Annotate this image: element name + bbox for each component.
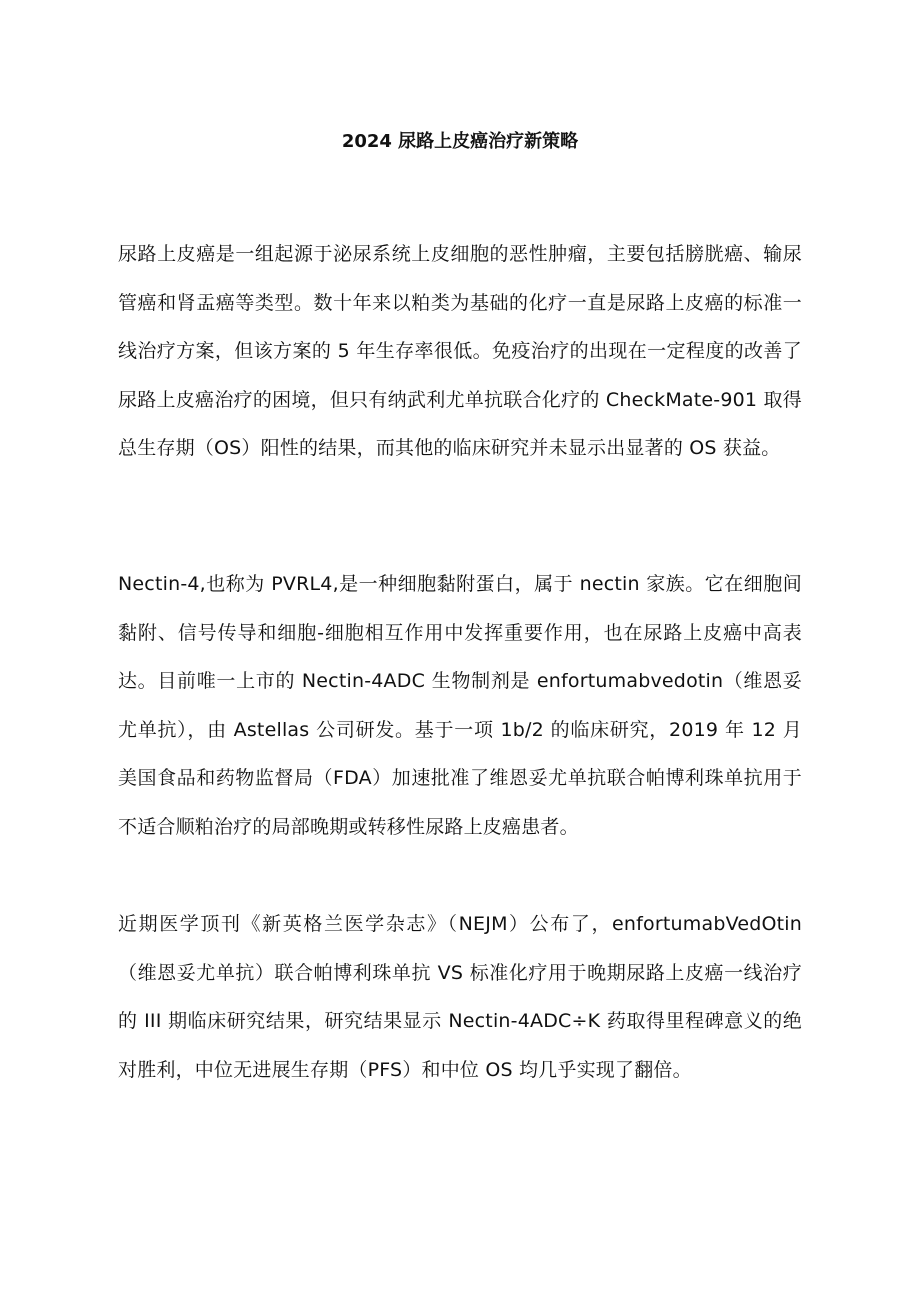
paragraph-nectin4: Nectin-4,也称为 PVRL4,是一种细胞黏附蛋白，属于 nectin 家族。它在细胞间黏附、信号传导和细胞-细胞相互作用中发挥重要作用，也在尿路上皮癌中高表达。目前唯一上市的 Nectin-4ADC 生物制剂是 enfortumabvedotin（维恩妥尤单抗），由 Astellas 公司研发。基于一项 1b∕2 的临床研究，2019 年 12 月美国食品和药物监督局（FDA）加速批准了维恩妥尤单抗联合帕博利珠单抗用于不适合顺粕治疗的局部晚期或转移性尿路上皮癌患者。 [118,573,802,838]
paragraph-intro: 尿路上皮癌是一组起源于泌尿系统上皮细胞的恶性肿瘤，主要包括膀胱癌、输尿管癌和肾盂癌等类型。数十年来以粕类为基础的化疗一直是尿路上皮癌的标准一线治疗方案，但该方案的 5 年生存率很低。免疫治疗的出现在一定程度的改善了尿路上皮癌治疗的困境，但只有纳武利尤单抗联合化疗的 CheckMate-901 取得总生存期（OS）阳性的结果，而其他的临床研究并未显示出显著的 OS 获益。 [118,243,802,459]
paragraph-nejm-results: 近期医学顶刊《新英格兰医学杂志》（NEJM）公布了，enfortumabVedOtin（维恩妥尤单抗）联合帕博利珠单抗 VS 标准化疗用于晚期尿路上皮癌一线治疗的 III 期临床研究结果，研究结果显示 Nectin-4ADC÷K 药取得里程碑意义的绝对胜利，中位无进展生存期（PFS）和中位 OS 均几乎实现了翻倍。 [118,913,802,1081]
document-title: 2024 尿路上皮癌治疗新策略 [341,131,579,152]
